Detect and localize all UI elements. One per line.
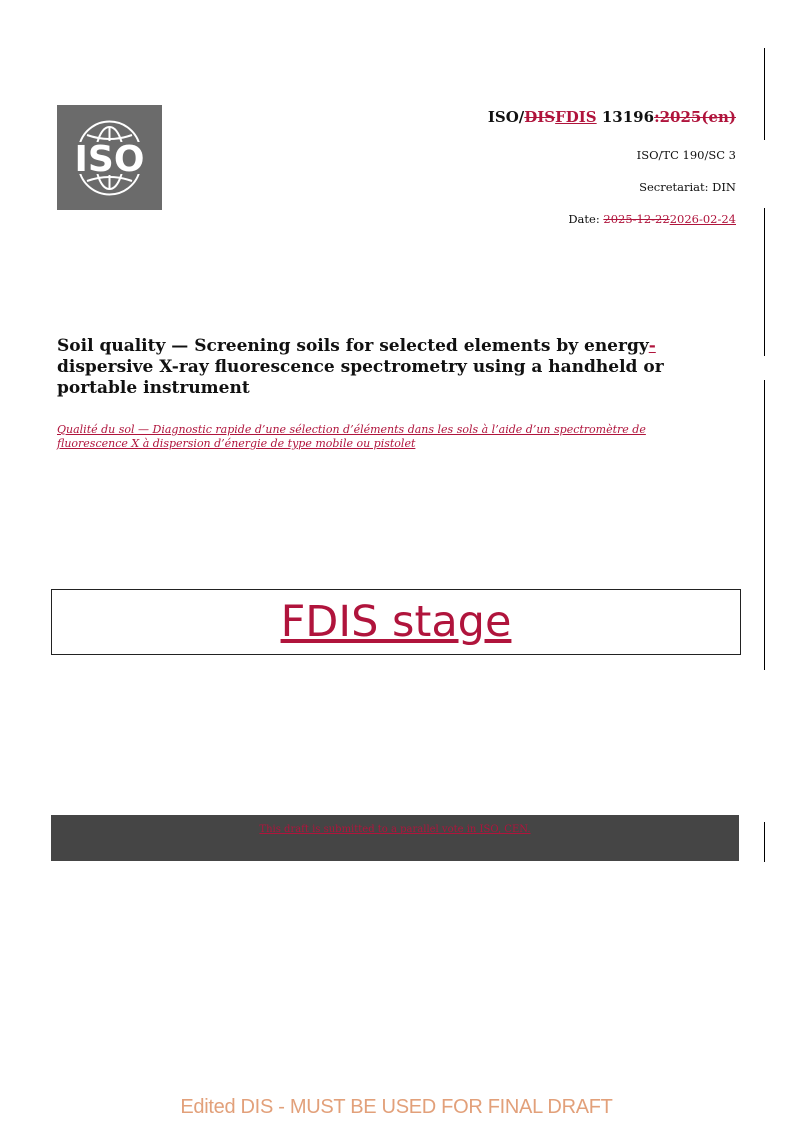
document-title [57, 336, 697, 399]
date-deleted: 2025-12-22 [603, 212, 670, 226]
reference-prefix: ISO/ [487, 108, 525, 126]
change-bar [764, 208, 765, 356]
iso-globe-icon [57, 105, 162, 210]
change-bar [764, 380, 765, 670]
logo-text: ISO [74, 139, 145, 180]
date-inserted: 2026-02-24 [669, 212, 736, 226]
parallel-vote-banner [51, 815, 739, 861]
document-date [568, 212, 736, 226]
deleted-stage: DIS [524, 108, 556, 126]
stage-box [51, 589, 741, 655]
committee: ISO/TC 190/SC 3 [636, 148, 736, 162]
date-label: Date: [568, 212, 604, 226]
inserted-stage: FDIS [555, 108, 597, 126]
iso-logo [57, 105, 162, 210]
footer-note: Edited DIS - MUST BE USED FOR FINAL DRAFT [180, 1096, 613, 1118]
french-title: Qualité du sol — Diagnostic rapide d’une sélection d’éléments dans les sols à l’aide d’un spectromètre de fluorescence X à dispersion d’énergie de type mobile ou pistolet [57, 423, 646, 450]
secretariat: Secretariat: DIN [639, 180, 736, 194]
change-bar [764, 822, 765, 862]
banner-text: This draft is submitted to a parallel vote in ISO, CEN. [259, 824, 531, 835]
title-part1: Soil quality — Screening soils for selected elements by energy [57, 336, 649, 356]
title-part2: dispersive X-ray fluorescence spectrometry using a handheld or portable instrument [57, 357, 664, 398]
title-inserted-hyphen: - [648, 336, 656, 356]
stage-label: FDIS stage [280, 597, 512, 647]
document-reference [488, 108, 736, 126]
deleted-suffix: :2025(en) [654, 108, 736, 126]
change-bar [764, 48, 765, 140]
reference-number: 13196 [596, 108, 655, 126]
